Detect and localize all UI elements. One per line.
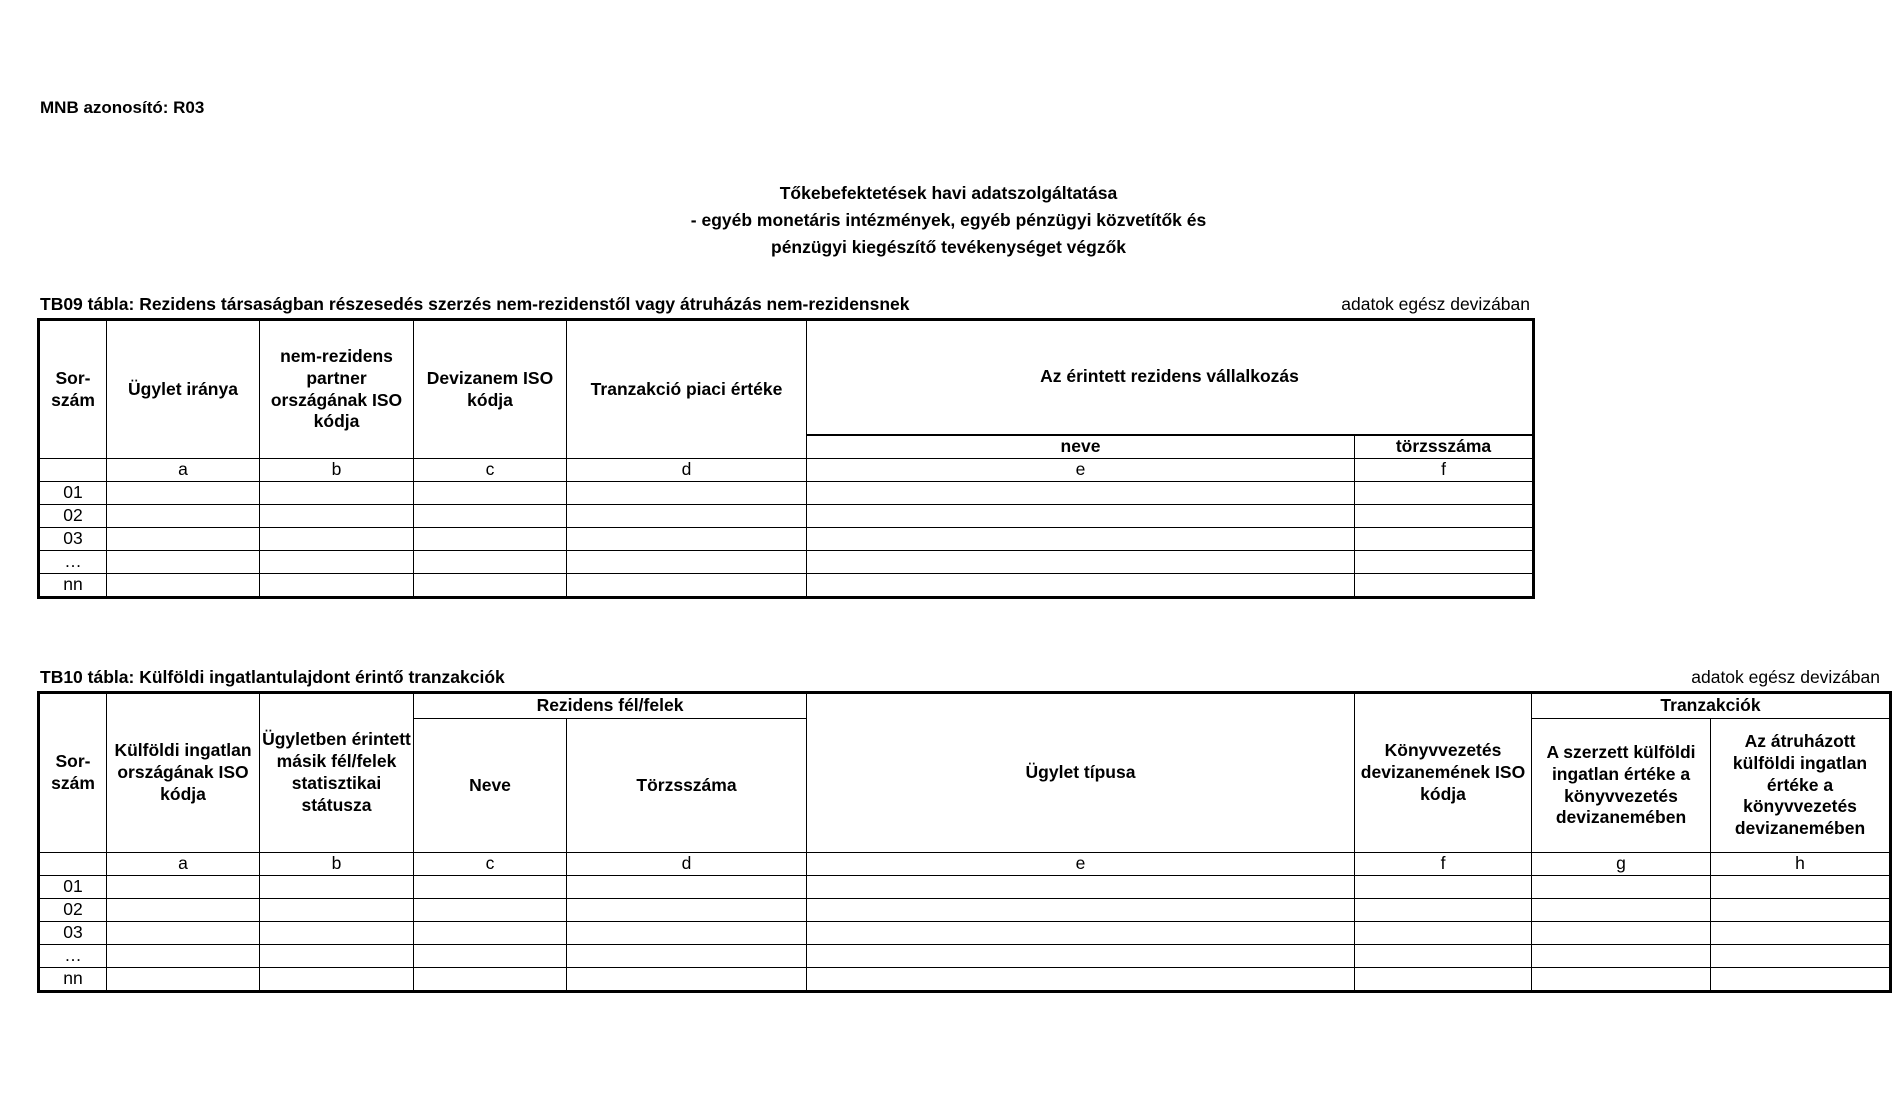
tb10-cell[interactable] xyxy=(1711,945,1891,968)
tb09-cell[interactable] xyxy=(414,528,567,551)
tb09-cell[interactable] xyxy=(414,505,567,528)
tb10-cell[interactable] xyxy=(260,922,414,945)
tb09-header-sorszam: Sor-szám xyxy=(39,320,107,459)
tb10-row-number: 01 xyxy=(39,876,107,899)
tb09-cell[interactable] xyxy=(107,528,260,551)
tb10-cell[interactable] xyxy=(567,899,807,922)
tb09-row-number: 02 xyxy=(39,505,107,528)
mnb-identifier: MNB azonosító: R03 xyxy=(40,98,205,117)
tb10-letter: e xyxy=(807,853,1355,876)
tb09-cell[interactable] xyxy=(414,482,567,505)
tb10-cell[interactable] xyxy=(567,945,807,968)
tb09-cell[interactable] xyxy=(807,505,1355,528)
tb09-table xyxy=(37,318,1535,599)
tb09-letter: e xyxy=(807,459,1355,482)
tb10-cell[interactable] xyxy=(1711,876,1891,899)
tb09-cell[interactable] xyxy=(807,551,1355,574)
tb10-header-group-cd: Rezidens fél/felek xyxy=(414,693,807,719)
tb09-cell[interactable] xyxy=(107,505,260,528)
tb10-header-f: Könyvvezetés devizanemének ISO kódja xyxy=(1355,693,1532,853)
table-row xyxy=(39,922,1891,945)
tb09-cell[interactable] xyxy=(567,482,807,505)
tb09-cell[interactable] xyxy=(107,574,260,598)
tb10-letter: g xyxy=(1532,853,1711,876)
tb10-cell[interactable] xyxy=(807,922,1355,945)
tb10-cell[interactable] xyxy=(1532,899,1711,922)
table-row xyxy=(39,528,1534,551)
table-row xyxy=(39,899,1891,922)
tb10-cell[interactable] xyxy=(807,968,1355,992)
tb09-cell[interactable] xyxy=(260,505,414,528)
tb09-letter: f xyxy=(1355,459,1534,482)
tb09-row-number: … xyxy=(39,551,107,574)
tb09-cell[interactable] xyxy=(1355,505,1534,528)
table-row xyxy=(39,505,1534,528)
tb10-caption: TB10 tábla: Külföldi ingatlantulajdont érintő tranzakciók xyxy=(40,667,505,687)
title-line-2: - egyéb monetáris intézmények, egyéb pénzügyi közvetítők és xyxy=(690,210,1207,230)
tb10-cell[interactable] xyxy=(567,968,807,992)
tb09-row-number: nn xyxy=(39,574,107,598)
tb10-unit: adatok egész devizában xyxy=(1691,667,1880,687)
tb09-cell[interactable] xyxy=(260,574,414,598)
tb10-header-b: Ügyletben érintett másik fél/felek statisztikai státusza xyxy=(260,693,414,853)
tb09-cell[interactable] xyxy=(260,482,414,505)
tb09-cell[interactable] xyxy=(807,574,1355,598)
tb09-header-f: törzsszáma xyxy=(1355,435,1534,459)
tb10-cell[interactable] xyxy=(1355,876,1532,899)
tb10-cell[interactable] xyxy=(807,876,1355,899)
tb09-letter-blank xyxy=(39,459,107,482)
tb09-cell[interactable] xyxy=(260,551,414,574)
tb09-cell[interactable] xyxy=(414,574,567,598)
title-line-3: pénzügyi kiegészítő tevékenységet végzők xyxy=(771,237,1126,257)
tb10-cell[interactable] xyxy=(107,899,260,922)
tb10-cell[interactable] xyxy=(260,945,414,968)
tb09-cell[interactable] xyxy=(1355,551,1534,574)
tb09-cell[interactable] xyxy=(567,551,807,574)
table-row xyxy=(39,945,1891,968)
tb09-row-number: 01 xyxy=(39,482,107,505)
tb10-letter: c xyxy=(414,853,567,876)
tb09-cell[interactable] xyxy=(567,574,807,598)
tb10-table xyxy=(37,691,1892,993)
tb09-cell[interactable] xyxy=(567,505,807,528)
tb10-letter: b xyxy=(260,853,414,876)
tb10-cell[interactable] xyxy=(414,968,567,992)
tb10-cell[interactable] xyxy=(414,876,567,899)
tb10-cell[interactable] xyxy=(107,922,260,945)
tb09-caption: TB09 tábla: Rezidens társaságban részesedés szerzés nem-rezidenstől vagy átruházás nem-rezidensnek xyxy=(40,294,910,314)
tb09-header-c: Devizanem ISO kódja xyxy=(414,320,567,459)
tb10-header-h: Az átruházott külföldi ingatlan értéke a könyvvezetés devizanemében xyxy=(1711,719,1891,853)
tb10-cell[interactable] xyxy=(414,899,567,922)
tb10-letter: f xyxy=(1355,853,1532,876)
tb10-letter-blank xyxy=(39,853,107,876)
tb09-cell[interactable] xyxy=(414,551,567,574)
tb09-letter: b xyxy=(260,459,414,482)
tb09-header-b: nem-rezidens partner országának ISO kódja xyxy=(260,320,414,459)
tb10-cell[interactable] xyxy=(1532,922,1711,945)
tb09-cell[interactable] xyxy=(107,482,260,505)
tb09-cell[interactable] xyxy=(107,551,260,574)
tb10-cell[interactable] xyxy=(414,922,567,945)
tb09-header-group-ef: Az érintett rezidens vállalkozás xyxy=(807,320,1534,435)
tb09-letter: c xyxy=(414,459,567,482)
tb09-header-d: Tranzakció piaci értéke xyxy=(567,320,807,459)
tb10-cell[interactable] xyxy=(260,899,414,922)
tb10-cell[interactable] xyxy=(1355,899,1532,922)
table-row xyxy=(39,482,1534,505)
tb10-cell[interactable] xyxy=(414,945,567,968)
table-row xyxy=(39,876,1891,899)
tb10-header-sorszam: Sor-szám xyxy=(39,693,107,853)
tb09-cell[interactable] xyxy=(260,528,414,551)
tb10-header-a: Külföldi ingatlan országának ISO kódja xyxy=(107,693,260,853)
tb10-cell[interactable] xyxy=(107,968,260,992)
tb10-header-g: A szerzett külföldi ingatlan értéke a könyvvezetés devizanemében xyxy=(1532,719,1711,853)
tb10-cell[interactable] xyxy=(107,876,260,899)
tb09-cell[interactable] xyxy=(807,482,1355,505)
tb10-letter: d xyxy=(567,853,807,876)
tb09-unit: adatok egész devizában xyxy=(1341,294,1530,314)
tb10-cell[interactable] xyxy=(1711,922,1891,945)
tb10-cell[interactable] xyxy=(1532,968,1711,992)
tb10-cell[interactable] xyxy=(807,899,1355,922)
tb09-letter: d xyxy=(567,459,807,482)
tb10-cell[interactable] xyxy=(1532,876,1711,899)
tb10-cell[interactable] xyxy=(1355,968,1532,992)
tb10-row-number: 02 xyxy=(39,899,107,922)
table-row xyxy=(39,551,1534,574)
tb10-cell[interactable] xyxy=(1355,945,1532,968)
tb09-row-number: 03 xyxy=(39,528,107,551)
tb10-cell[interactable] xyxy=(1711,899,1891,922)
tb10-letter: h xyxy=(1711,853,1891,876)
tb10-cell[interactable] xyxy=(1532,945,1711,968)
tb10-cell[interactable] xyxy=(807,945,1355,968)
tb09-letter: a xyxy=(107,459,260,482)
document-title xyxy=(0,180,1897,261)
tb10-row-number: … xyxy=(39,945,107,968)
tb09-cell[interactable] xyxy=(1355,528,1534,551)
tb09-cell[interactable] xyxy=(807,528,1355,551)
tb09-header-e: neve xyxy=(807,435,1355,459)
tb10-cell[interactable] xyxy=(567,922,807,945)
table-row xyxy=(39,574,1534,598)
tb10-cell[interactable] xyxy=(260,876,414,899)
tb10-letter: a xyxy=(107,853,260,876)
tb10-cell[interactable] xyxy=(1355,922,1532,945)
tb10-cell[interactable] xyxy=(567,876,807,899)
tb10-header-group-gh: Tranzakciók xyxy=(1532,693,1891,719)
tb09-header-a: Ügylet iránya xyxy=(107,320,260,459)
tb10-row-number: nn xyxy=(39,968,107,992)
tb10-header-c: Neve xyxy=(414,719,567,853)
tb09-cell[interactable] xyxy=(1355,574,1534,598)
tb10-cell[interactable] xyxy=(260,968,414,992)
tb10-cell[interactable] xyxy=(107,945,260,968)
tb10-row-number: 03 xyxy=(39,922,107,945)
tb10-header-e: Ügylet típusa xyxy=(807,693,1355,853)
tb10-header-d: Törzsszáma xyxy=(567,719,807,853)
tb09-cell[interactable] xyxy=(1355,482,1534,505)
tb10-cell[interactable] xyxy=(1711,968,1891,992)
tb09-cell[interactable] xyxy=(567,528,807,551)
title-line-1: Tőkebefektetések havi adatszolgáltatása xyxy=(779,183,1118,203)
table-row xyxy=(39,968,1891,992)
